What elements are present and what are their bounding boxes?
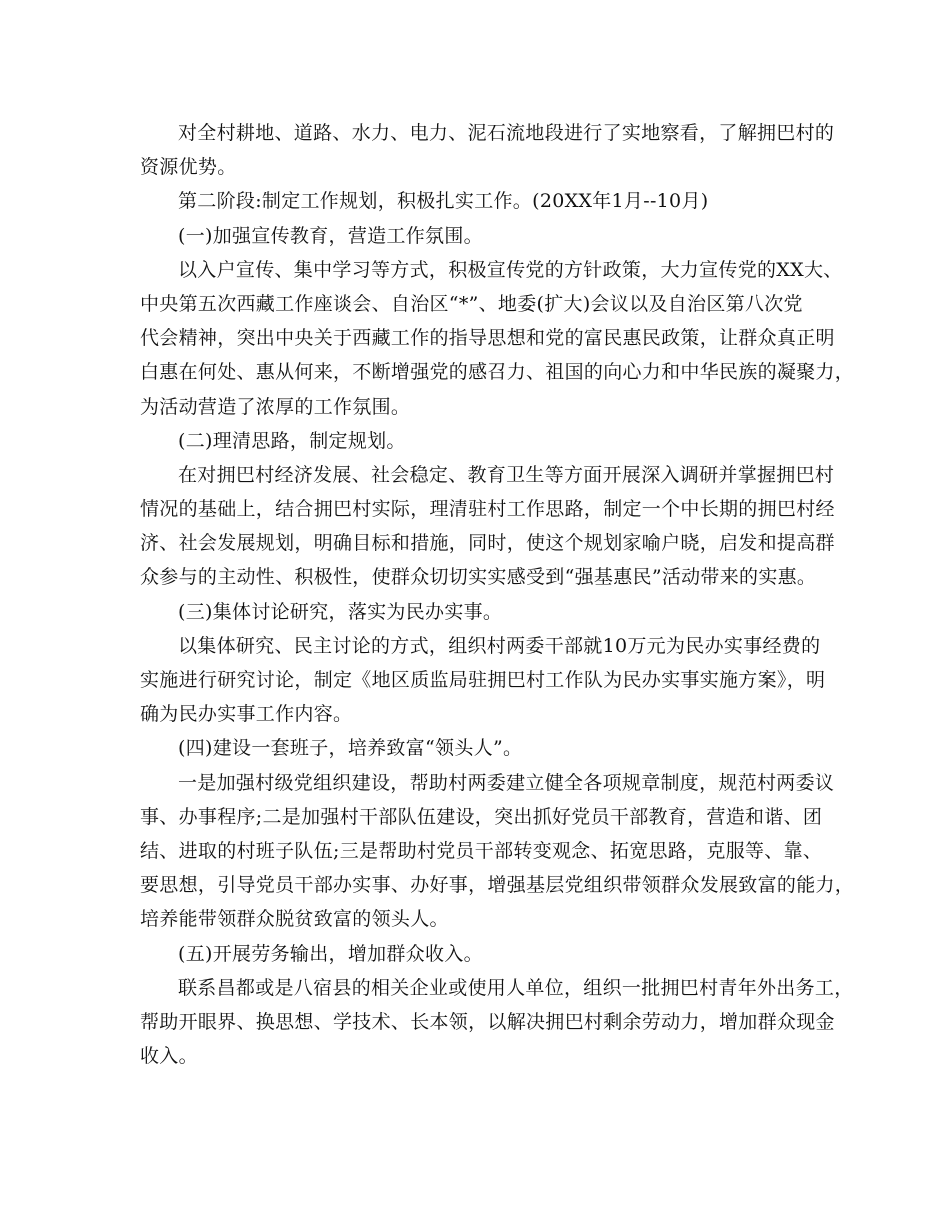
text-line: 代会精神，突出中央关于西藏工作的指导思想和党的富民惠民政策，让群众真正明 [140, 327, 835, 350]
paragraph-team-building [140, 766, 855, 937]
text-line: 事、办事程序;二是加强村干部队伍建设，突出抓好党员干部教育，营造和谐、团 [140, 805, 823, 828]
text-line: 在对拥巴村经济发展、社会稳定、教育卫生等方面开展深入调研并掌握拥巴村 [178, 463, 835, 486]
text-line: (五)开展劳务输出，增加群众收入。 [178, 942, 483, 965]
paragraph-planning [140, 458, 835, 595]
document-body [140, 116, 855, 1073]
paragraph-field-survey [140, 116, 835, 184]
paragraph-labor-export [140, 971, 854, 1074]
text-line: 情况的基础上，结合拥巴村实际，理清驻村工作思路，制定一个中长期的拥巴村经 [140, 498, 835, 521]
subheading-one [140, 219, 820, 253]
text-line: 联系昌都或是八宿县的相关企业或使用人单位，组织一批拥巴村青年外出务工， [178, 976, 854, 999]
text-line: 众参与的主动性、积极性，使群众切切实实感受到“强基惠民”活动带来的实惠。 [140, 566, 817, 589]
text-line: 为活动营造了浓厚的工作氛围。 [140, 395, 411, 418]
text-line: 培养能带领群众脱贫致富的领头人。 [140, 908, 449, 931]
subheading-four [140, 731, 820, 765]
paragraph-publicity [140, 253, 855, 424]
text-line: (二)理清思路，制定规划。 [178, 429, 406, 452]
text-line: 白惠在何处、惠从何来，不断增强党的感召力、祖国的向心力和中华民族的凝聚力， [140, 361, 855, 384]
text-line: 中央第五次西藏工作座谈会、自治区“*”、地委(扩大)会议以及自治区第八次党 [140, 292, 803, 315]
text-line: (一)加强宣传教育，营造工作氛围。 [178, 224, 483, 247]
text-line: 确为民办实事工作内容。 [140, 703, 353, 726]
text-line: 资源优势。 [140, 156, 237, 179]
text-line: 第二阶段:制定工作规划，积极扎实工作。(20XX年1月--10月) [178, 190, 709, 213]
text-line: 对全村耕地、道路、水力、电力、泥石流地段进行了实地察看，了解拥巴村的 [178, 122, 835, 144]
text-line: 以集体研究、民主讨论的方式，组织村两委干部就10万元为民办实事经费的 [178, 634, 821, 657]
text-line: 济、社会发展规划，明确目标和措施，同时，使这个规划家喻户晓，启发和提高群 [140, 532, 835, 555]
text-line: 收入。 [140, 1045, 198, 1068]
section-heading-phase-two [140, 184, 820, 218]
text-line: 以入户宣传、集中学习等方式，积极宣传党的方针政策，大力宣传党的XX大、 [178, 258, 843, 281]
text-line: 要思想，引导党员干部办实事、办好事，增强基层党组织带领群众发展致富的能力， [140, 874, 855, 897]
text-line: 结、进取的村班子队伍;三是帮助村党员干部转变观念、拓宽思路，克服等、靠、 [140, 839, 823, 862]
subheading-three [140, 595, 820, 629]
text-line: 一是加强村级党组织建设，帮助村两委建立健全各项规章制度，规范村两委议 [178, 771, 835, 794]
text-line: (三)集体讨论研究，落实为民办实事。 [178, 600, 503, 623]
text-line: 实施进行研究讨论，制定《地区质监局驻拥巴村工作队为民办实事实施方案》，明 [140, 669, 826, 691]
subheading-two [140, 424, 820, 458]
text-line: 帮助开眼界、换思想、学技术、长本领，以解决拥巴村剩余劳动力，增加群众现金 [140, 1010, 835, 1033]
paragraph-collective-discussion [140, 629, 826, 732]
subheading-five [140, 937, 820, 971]
text-line: (四)建设一套班子，培养致富“领头人”。 [178, 737, 523, 760]
